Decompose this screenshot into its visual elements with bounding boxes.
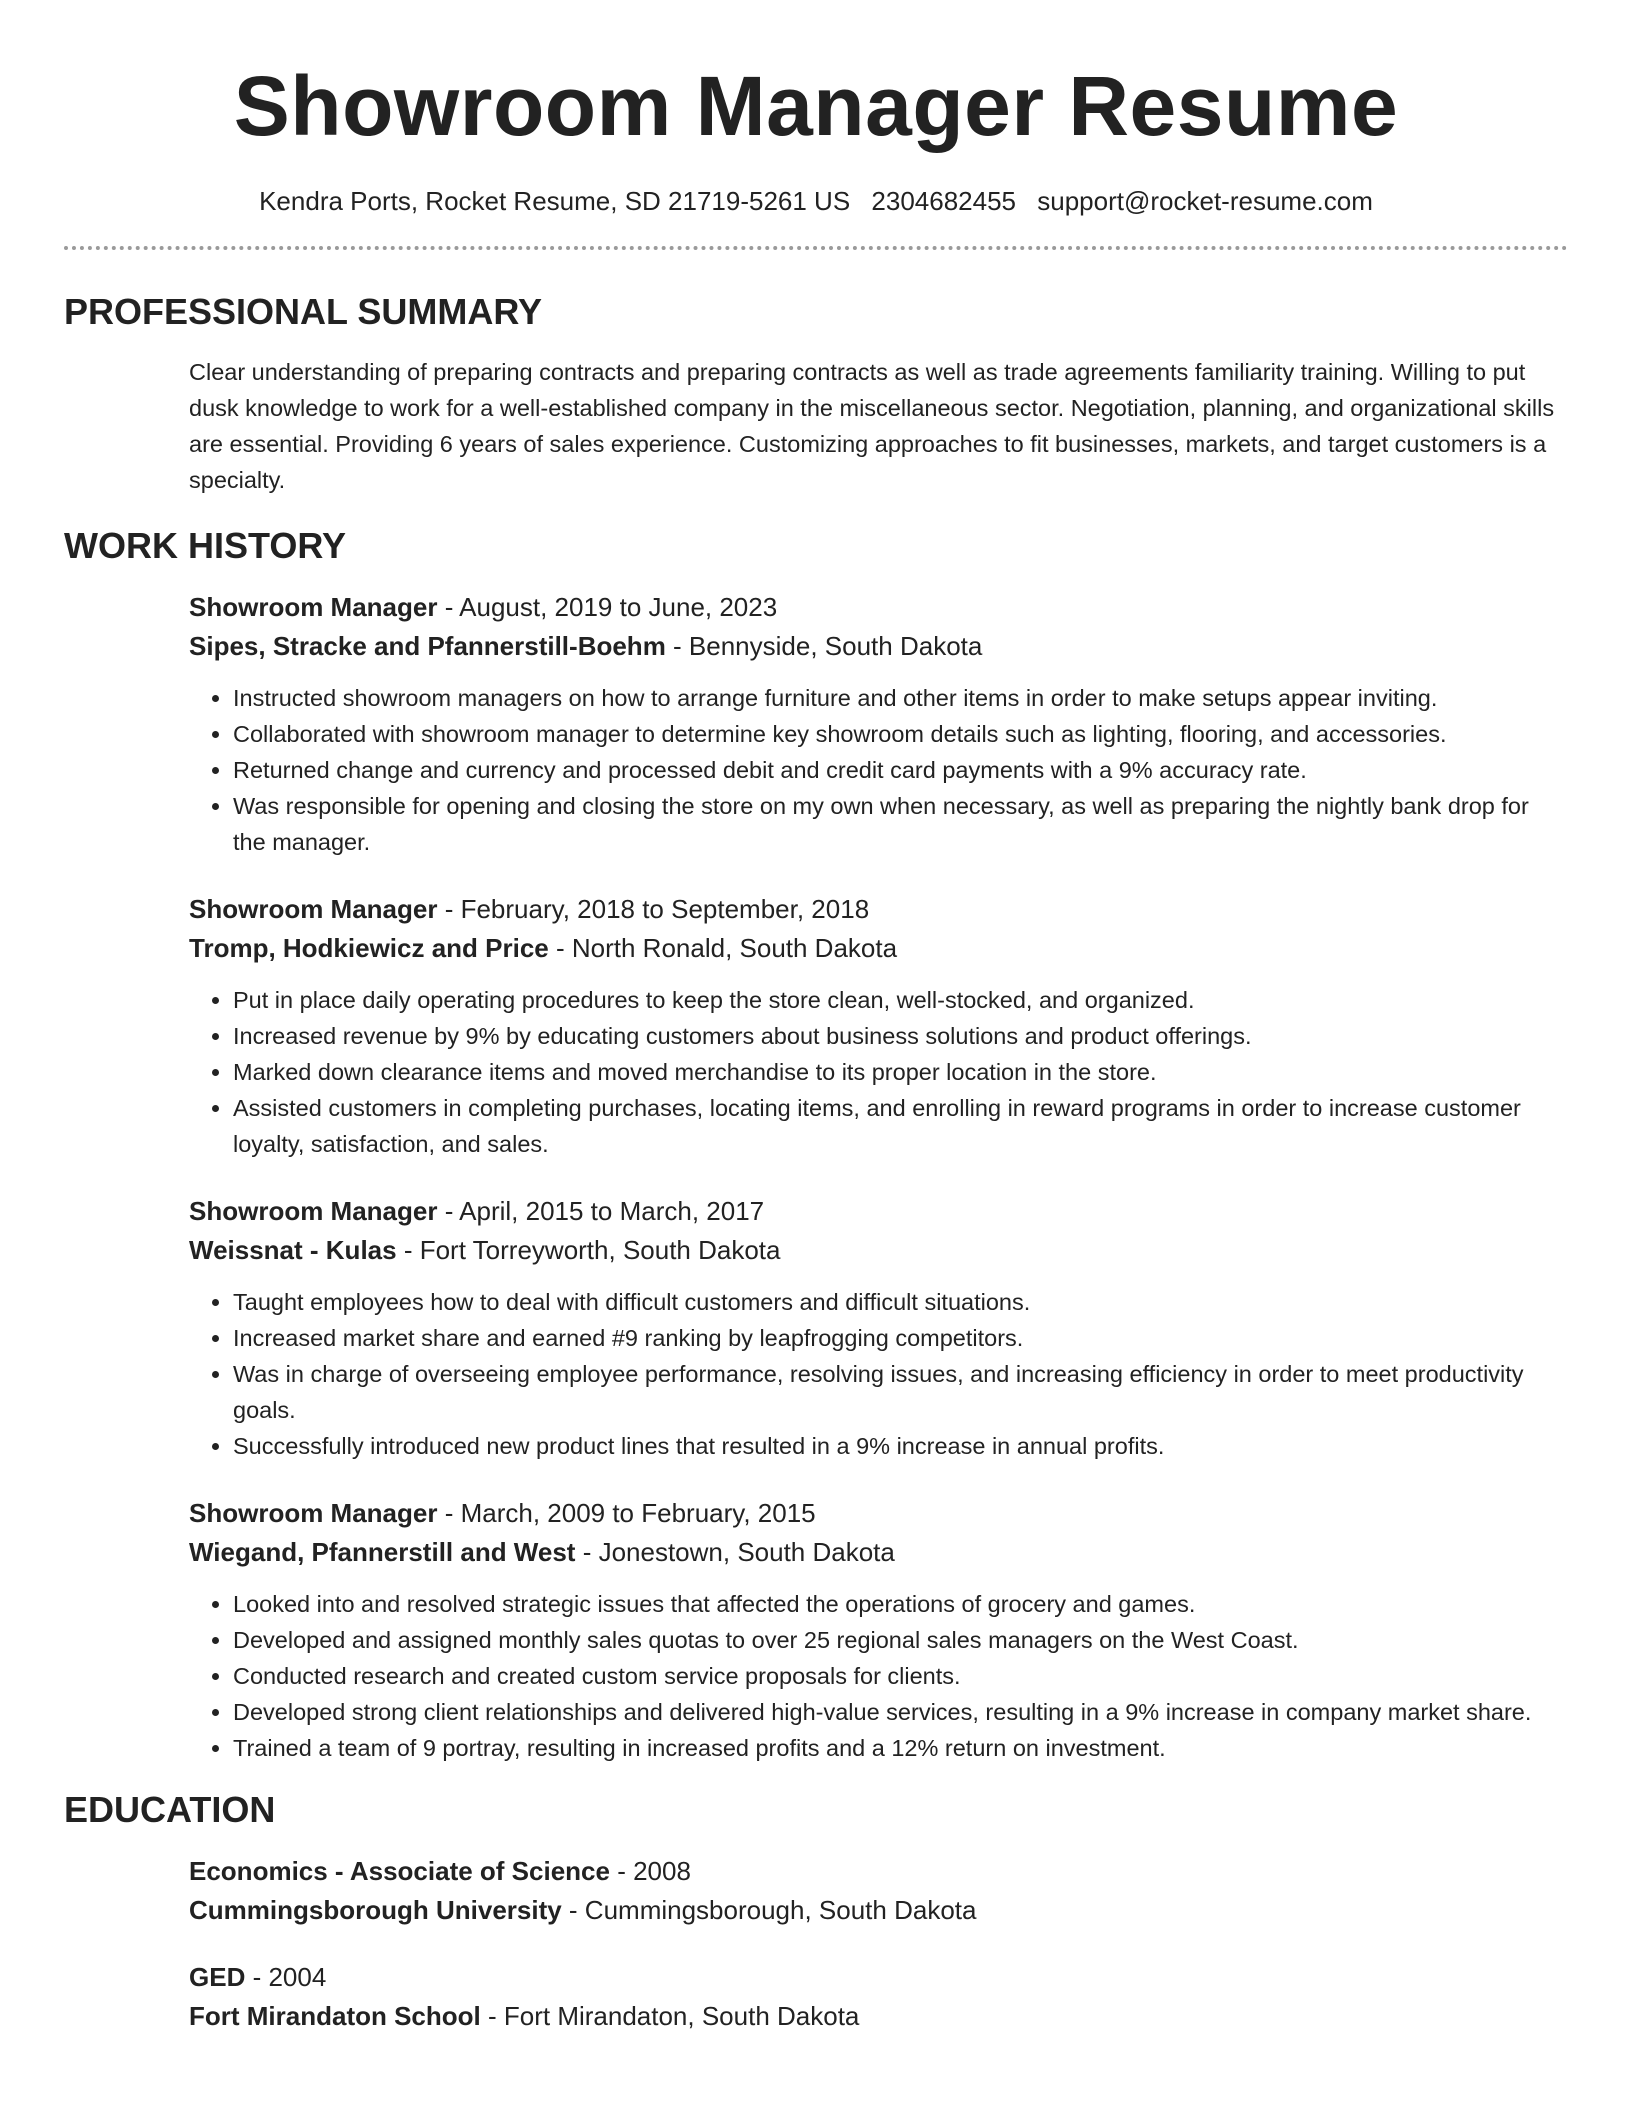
education-degree-line [189,1852,1568,1891]
job-title: Showroom Manager [189,1196,438,1226]
job-location: - Fort Torreyworth, South Dakota [396,1235,781,1265]
job-company: Sipes, Stracke and Pfannerstill-Boehm [189,631,666,661]
job-company-line [189,1231,1568,1270]
job-location: - Jonestown, South Dakota [575,1537,895,1567]
job-company: Wiegand, Pfannerstill and West [189,1537,576,1567]
job-dates: - March, 2009 to February, 2015 [437,1498,816,1528]
education-year: - 2008 [609,1856,691,1886]
job-bullet: • Was responsible for opening and closing the store on my own when necessary, as well as preparing the nightly bank drop for the manager. [233,788,1568,860]
contact-line [64,184,1568,218]
job-title: Showroom Manager [189,592,438,622]
page-title: Showroom Manager Resume [233,59,1399,153]
education-entry [189,1852,1568,1930]
job-bullet: • Increased market share and earned #9 ranking by leapfrogging competitors. [233,1320,1568,1356]
work-history-heading: WORK HISTORY [64,525,347,566]
education-school: Cummingsborough University [189,1895,562,1925]
job-location: - North Ronald, South Dakota [548,933,898,963]
job-title-line [189,1494,1568,1533]
job-bullet: • Was in charge of overseeing employee performance, resolving issues, and increasing efficiency in order to meet productivity goals. [233,1356,1568,1428]
job-company-line [189,627,1568,666]
job-dates: - February, 2018 to September, 2018 [437,894,870,924]
header-divider [64,246,1568,250]
job-company-line [189,1533,1568,1572]
job-bullet: • Instructed showroom managers on how to arrange furniture and other items in order to make setups appear inviting. [233,680,1568,716]
contact-phone: 2304682455 [871,186,1017,216]
job-bullets [189,1586,1568,1766]
job-entry [189,1192,1568,1464]
education-location: - Fort Mirandaton, South Dakota [480,2001,860,2031]
job-bullet: • Put in place daily operating procedures to keep the store clean, well-stocked, and organized. [233,982,1568,1018]
job-bullet: • Increased revenue by 9% by educating customers about business solutions and product offerings. [233,1018,1568,1054]
job-title-line [189,588,1568,627]
summary-text: Clear understanding of preparing contracts and preparing contracts as well as trade agreements familiarity training. Willing to put dusk knowledge to work for a well-established company in the miscellaneous sector. Negotiation, planning, and organizational skills are essential. Providing 6 years of sales experience. Customizing approaches to fit businesses, markets, and target customers is a specialty. [189,359,1555,493]
job-title-line [189,1192,1568,1231]
education-degree-line [189,1958,1568,1997]
summary-heading: PROFESSIONAL SUMMARY [64,291,543,332]
education-school: Fort Mirandaton School [189,2001,481,2031]
education-entry [189,1958,1568,2036]
work-history-body [189,588,1568,1766]
education-year: - 2004 [245,1962,327,1992]
job-title-line [189,890,1568,929]
education-location: - Cummingsborough, South Dakota [561,1895,977,1925]
job-bullet: • Looked into and resolved strategic issues that affected the operations of grocery and games. [233,1586,1568,1622]
education-degree: GED [189,1962,246,1992]
job-bullets [189,1284,1568,1464]
job-location: - Bennyside, South Dakota [665,631,983,661]
education-degree: Economics - Associate of Science [189,1856,610,1886]
education-body [189,1852,1568,2036]
job-entry [189,588,1568,860]
job-entry [189,1494,1568,1766]
job-dates: - April, 2015 to March, 2017 [437,1196,765,1226]
contact-address: Kendra Ports, Rocket Resume, SD 21719-5261 US [259,186,851,216]
education-school-line [189,1891,1568,1930]
contact-email: support@rocket-resume.com [1037,186,1373,216]
job-bullets [189,680,1568,860]
job-company: Weissnat - Kulas [189,1235,397,1265]
job-bullet: • Collaborated with showroom manager to determine key showroom details such as lighting, flooring, and accessories. [233,716,1568,752]
job-entry [189,890,1568,1162]
job-bullet: • Developed and assigned monthly sales quotas to over 25 regional sales managers on the West Coast. [233,1622,1568,1658]
job-bullets [189,982,1568,1162]
job-dates: - August, 2019 to June, 2023 [437,592,778,622]
job-bullet: • Taught employees how to deal with difficult customers and difficult situations. [233,1284,1568,1320]
job-bullet: • Successfully introduced new product lines that resulted in a 9% increase in annual profits. [233,1428,1568,1464]
job-company: Tromp, Hodkiewicz and Price [189,933,549,963]
job-title: Showroom Manager [189,1498,438,1528]
education-heading: EDUCATION [64,1789,276,1830]
education-school-line [189,1997,1568,2036]
job-bullet: • Conducted research and created custom service proposals for clients. [233,1658,1568,1694]
job-bullet: • Returned change and currency and processed debit and credit card payments with a 9% accuracy rate. [233,752,1568,788]
summary-body [189,354,1568,498]
job-company-line [189,929,1568,968]
job-bullet: • Marked down clearance items and moved merchandise to its proper location in the store. [233,1054,1568,1090]
job-bullet: • Trained a team of 9 portray, resulting in increased profits and a 12% return on investment. [233,1730,1568,1766]
job-bullet: • Assisted customers in completing purchases, locating items, and enrolling in reward programs in order to increase customer loyalty, satisfaction, and sales. [233,1090,1568,1162]
job-bullet: • Developed strong client relationships and delivered high-value services, resulting in a 9% increase in company market share. [233,1694,1568,1730]
job-title: Showroom Manager [189,894,438,924]
